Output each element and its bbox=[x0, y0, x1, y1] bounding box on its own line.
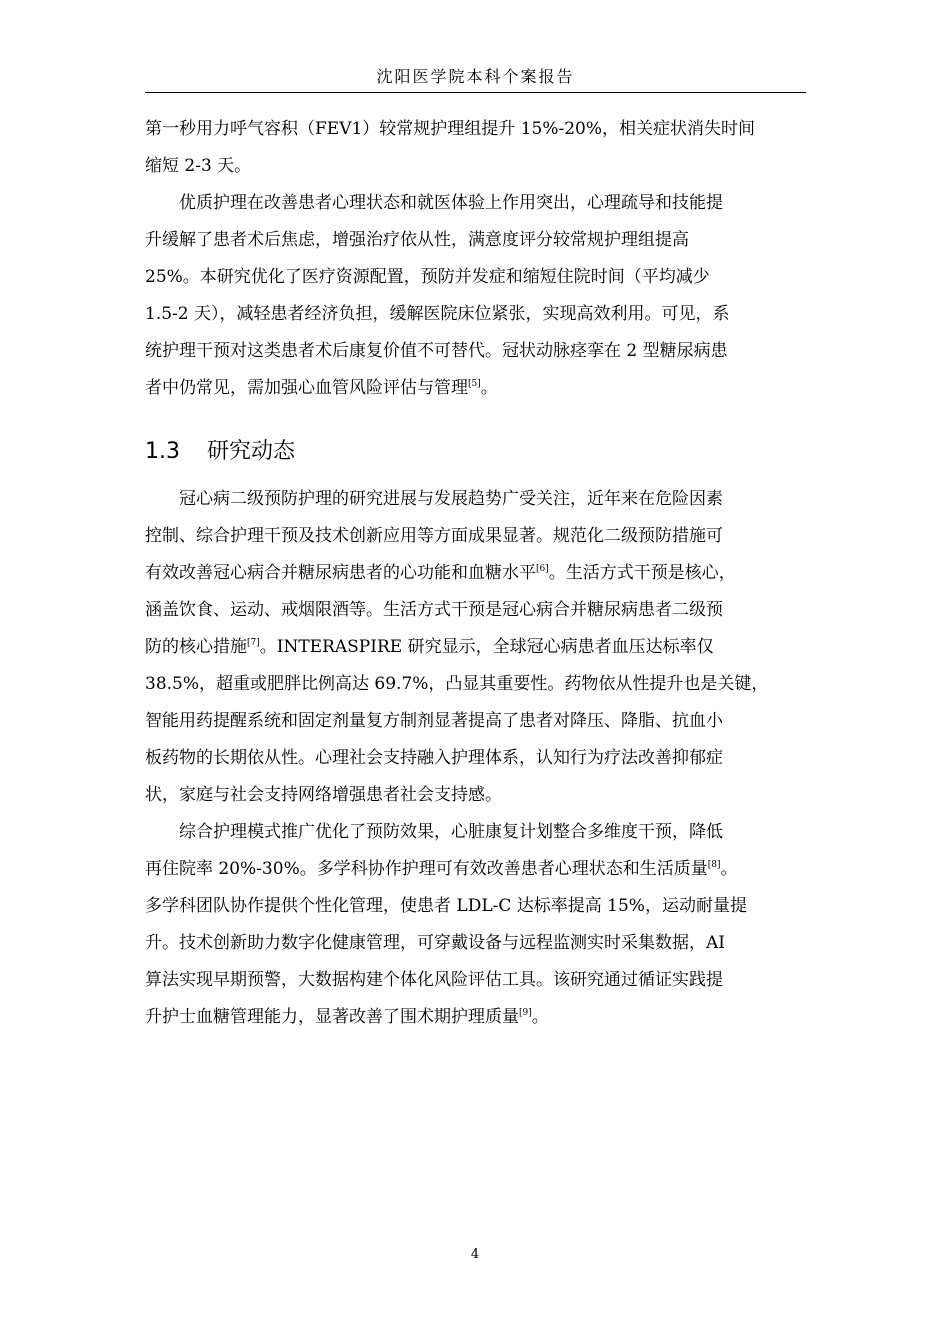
para4-line-2-text: 再住院率 20%-30%。多学科协作护理可有效改善患者心理状态和生活质量 bbox=[145, 859, 708, 879]
para2-line-3: 25%。本研究优化了医疗资源配置，预防并发症和缩短住院时间（平均减少 bbox=[145, 267, 710, 287]
para3-line-3 bbox=[145, 562, 736, 584]
section-title: 研究动态 bbox=[207, 439, 296, 464]
citation-5: [5] bbox=[468, 379, 481, 389]
para3-line-3-end: 。生活方式干预是核心， bbox=[548, 563, 736, 583]
citation-9: [9] bbox=[519, 1008, 532, 1018]
section-number: 1.3 bbox=[145, 439, 180, 464]
para2-line-5: 统护理干预对这类患者术后康复价值不可替代。冠状动脉痉挛在 2 型糖尿病患 bbox=[145, 341, 728, 361]
para4-line-2 bbox=[145, 858, 737, 880]
para3-line-4: 涵盖饮食、运动、戒烟限酒等。生活方式干预是冠心病合并糖尿病患者二级预 bbox=[145, 600, 723, 620]
para2-line-4: 1.5-2 天），减轻患者经济负担，缓解医院床位紧张，实现高效利用。可见，系 bbox=[145, 304, 730, 324]
para3-line-5-end: 。INTERASPIRE 研究显示，全球冠心病患者血压达标率仅 bbox=[259, 637, 714, 657]
para3-line-3-text: 有效改善冠心病合并糖尿病患者的心功能和血糖水平 bbox=[145, 563, 536, 583]
para2-line-6 bbox=[145, 377, 498, 399]
citation-7: [7] bbox=[247, 638, 260, 648]
para4-line-5: 算法实现早期预警，大数据构建个体化风险评估工具。该研究通过循证实践提 bbox=[145, 970, 723, 990]
page-header bbox=[145, 62, 806, 93]
para3-line-5-text: 防的核心措施 bbox=[145, 637, 247, 657]
para2-line-1: 优质护理在改善患者心理状态和就医体验上作用突出，心理疏导和技能提 bbox=[179, 193, 723, 213]
citation-8: [8] bbox=[707, 860, 721, 870]
para2-line-6-text: 者中仍常见，需加强心血管风险评估与管理 bbox=[145, 378, 468, 398]
para3-line-9: 状，家庭与社会支持网络增强患者社会支持感。 bbox=[145, 785, 502, 805]
para4-line-3: 多学科团队协作提供个性化管理，使患者 LDL-C 达标率提高 15%，运动耐量提 bbox=[145, 896, 747, 916]
para3-line-5 bbox=[145, 636, 714, 658]
para2-line-6-end: 。 bbox=[480, 378, 498, 398]
citation-6: [6] bbox=[536, 564, 549, 574]
para3-line-7: 智能用药提醒系统和固定剂量复方制剂显著提高了患者对降压、降脂、抗血小 bbox=[145, 711, 723, 731]
para4-line-6-text: 升护士血糖管理能力，显著改善了围术期护理质量 bbox=[145, 1007, 519, 1027]
para3-line-1: 冠心病二级预防护理的研究进展与发展趋势广受关注，近年来在危险因素 bbox=[179, 489, 723, 509]
para3-line-6: 38.5%，超重或肥胖比例高达 69.7%，凸显其重要性。药物依从性提升也是关键， bbox=[145, 674, 769, 694]
para3-line-8: 板药物的长期依从性。心理社会支持融入护理体系，认知行为疗法改善抑郁症 bbox=[145, 748, 723, 768]
para4-line-6 bbox=[145, 1006, 549, 1028]
page-number: 4 bbox=[470, 1247, 480, 1262]
para4-line-1: 综合护理模式推广优化了预防效果，心脏康复计划整合多维度干预，降低 bbox=[179, 822, 723, 842]
para4-line-2-end: 。 bbox=[720, 859, 738, 879]
header-title: 沈阳医学院本科个案报告 bbox=[376, 67, 575, 86]
para3-line-2: 控制、综合护理干预及技术创新应用等方面成果显著。规范化二级预防措施可 bbox=[145, 526, 723, 546]
section-heading bbox=[145, 437, 295, 467]
para4-line-4: 升。技术创新助力数字化健康管理，可穿戴设备与远程监测实时采集数据，AI bbox=[145, 933, 725, 953]
para1-line-2: 缩短 2-3 天。 bbox=[145, 156, 252, 176]
para2-line-2: 升缓解了患者术后焦虑，增强治疗依从性，满意度评分较常规护理组提高 bbox=[145, 230, 689, 250]
para4-line-6-end: 。 bbox=[531, 1007, 549, 1027]
para1-line-1: 第一秒用力呼气容积（FEV1）较常规护理组提升 15%-20%，相关症状消失时间 bbox=[145, 119, 756, 139]
